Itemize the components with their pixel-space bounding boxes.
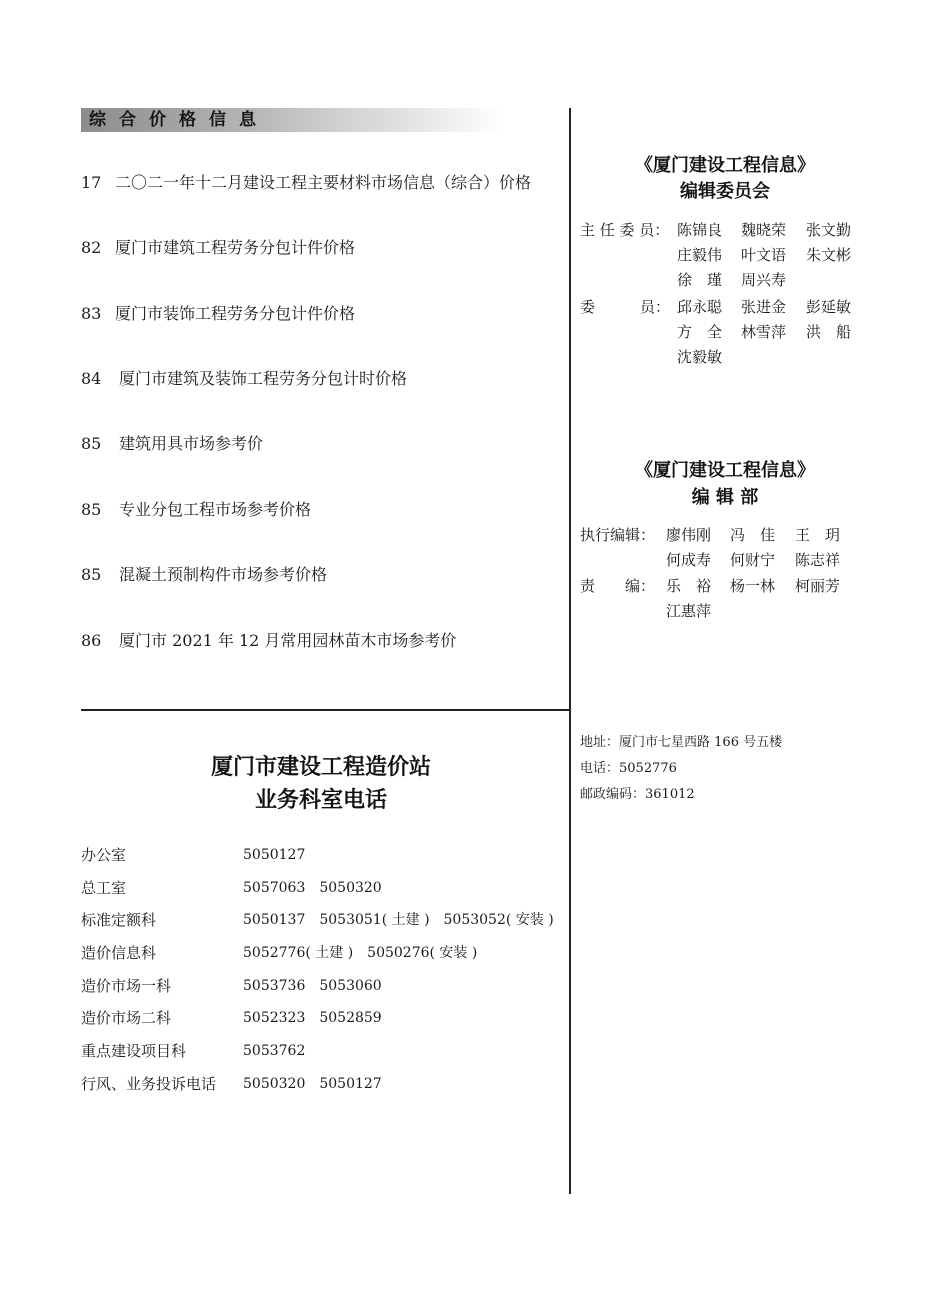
toc-title: 厦门市建筑及装饰工程劳务分包计时价格 xyxy=(119,369,408,388)
editorial-title: 《厦门建设工程信息》 xyxy=(635,460,815,481)
toc-item[interactable] xyxy=(81,235,355,261)
toc-page-number: 17 xyxy=(81,173,102,192)
toc-page-number: 83 xyxy=(81,304,102,323)
horizontal-divider xyxy=(81,709,570,711)
director-name: 朱文彬 xyxy=(806,246,852,264)
department-phone: 5053736 5053060 xyxy=(243,978,382,994)
department-name: 办公室 xyxy=(81,846,127,864)
resp-editor-name: 江惠萍 xyxy=(666,602,712,620)
postcode-label: 邮政编码： xyxy=(580,787,646,802)
toc-title: 厦门市建筑工程劳务分包计件价格 xyxy=(115,238,356,257)
exec-editor-name: 陈志祥 xyxy=(795,551,841,569)
department-phone: 5050137 5053051( 土建 ) 5053052( 安装 ) xyxy=(243,912,554,928)
section-header: 综合价格信息 xyxy=(81,108,501,132)
toc-page-number: 84 xyxy=(81,369,102,388)
member-name: 邱永聪 xyxy=(677,298,723,316)
toc-item[interactable] xyxy=(81,562,327,588)
director-name: 叶文语 xyxy=(741,246,787,264)
toc-item[interactable] xyxy=(81,628,456,654)
toc-title: 建筑用具市场参考价 xyxy=(119,434,264,453)
department-name: 重点建设项目科 xyxy=(81,1042,187,1060)
toc-page-number: 82 xyxy=(81,238,102,257)
department-name: 造价市场一科 xyxy=(81,977,172,995)
committee-title: 《厦门建设工程信息》 xyxy=(635,155,815,176)
toc-page-number: 86 xyxy=(81,631,102,650)
director-name: 张文勤 xyxy=(806,221,852,239)
member-name: 洪 船 xyxy=(806,323,852,341)
exec-editor-name: 王 玥 xyxy=(795,526,841,544)
exec-editor-name: 廖伟刚 xyxy=(666,526,712,544)
phone-label: 电话： xyxy=(580,761,620,776)
department-phone: 5050320 5050127 xyxy=(243,1076,382,1092)
resp-editor-name: 杨一林 xyxy=(730,577,776,595)
department-name: 标准定额科 xyxy=(81,911,157,929)
director-name: 陈锦良 xyxy=(677,221,723,239)
exec-editor-name: 何成寿 xyxy=(666,551,712,569)
phone-value: 5052776 xyxy=(619,761,677,776)
department-phone: 5052323 5052859 xyxy=(243,1010,382,1026)
department-phone: 5053762 xyxy=(243,1043,306,1059)
toc-item[interactable] xyxy=(81,366,407,392)
address-value: 厦门市七星西路 166 号五楼 xyxy=(619,735,783,750)
member-name: 彭延敏 xyxy=(806,298,852,316)
phone-line xyxy=(580,756,677,782)
toc-item[interactable] xyxy=(81,170,531,196)
toc-title: 厦门市装饰工程劳务分包计件价格 xyxy=(115,304,356,323)
office-subtitle: 业务科室电话 xyxy=(254,788,387,813)
director-label: 主 任 委 员： xyxy=(580,221,670,239)
member-name: 张进金 xyxy=(741,298,787,316)
toc-page-number: 85 xyxy=(81,434,102,453)
toc-title: 专业分包工程市场参考价格 xyxy=(119,500,312,519)
vertical-divider xyxy=(569,108,571,1194)
address-line xyxy=(580,730,782,756)
exec-editor-name: 何财宁 xyxy=(730,551,776,569)
toc-item[interactable] xyxy=(81,497,311,523)
toc-page-number: 85 xyxy=(81,565,102,584)
member-label: 委 员： xyxy=(580,298,671,316)
toc-title: 混凝土预制构件市场参考价格 xyxy=(119,565,328,584)
department-name: 造价市场二科 xyxy=(81,1009,172,1027)
office-title: 厦门市建设工程造价站 xyxy=(210,755,431,780)
toc-item[interactable] xyxy=(81,301,355,327)
resp-editor-name: 柯丽芳 xyxy=(795,577,841,595)
toc-title: 二〇二一年十二月建设工程主要材料市场信息（综合）价格 xyxy=(115,173,532,192)
toc-item[interactable] xyxy=(81,431,263,457)
director-name: 周兴寿 xyxy=(741,271,787,289)
member-name: 方 全 xyxy=(677,323,723,341)
exec-editor-name: 冯 佳 xyxy=(730,526,776,544)
committee-subtitle: 编辑委员会 xyxy=(680,181,770,202)
director-name: 徐 瑾 xyxy=(677,271,723,289)
member-name: 林雪萍 xyxy=(741,323,787,341)
editorial-subtitle: 编 辑 部 xyxy=(691,487,759,508)
toc-title: 厦门市 2021 年 12 月常用园林苗木市场参考价 xyxy=(119,631,457,650)
department-phone: 5057063 5050320 xyxy=(243,880,382,896)
department-name: 行风、业务投诉电话 xyxy=(81,1075,217,1093)
director-name: 魏晓荣 xyxy=(741,221,787,239)
resp-editor-name: 乐 裕 xyxy=(666,577,712,595)
resp-editor-label: 责 编： xyxy=(580,577,656,595)
department-name: 造价信息科 xyxy=(81,944,157,962)
postcode-line xyxy=(580,782,695,808)
department-phone: 5052776( 土建 ) 5050276( 安装 ) xyxy=(243,945,478,961)
director-name: 庄毅伟 xyxy=(677,246,723,264)
address-label: 地址： xyxy=(580,735,620,750)
postcode-value: 361012 xyxy=(645,787,695,802)
member-name: 沈毅敏 xyxy=(677,348,723,366)
department-name: 总工室 xyxy=(81,879,127,897)
exec-editor-label: 执行编辑： xyxy=(580,526,656,544)
toc-page-number: 85 xyxy=(81,500,102,519)
department-phone: 5050127 xyxy=(243,847,306,863)
